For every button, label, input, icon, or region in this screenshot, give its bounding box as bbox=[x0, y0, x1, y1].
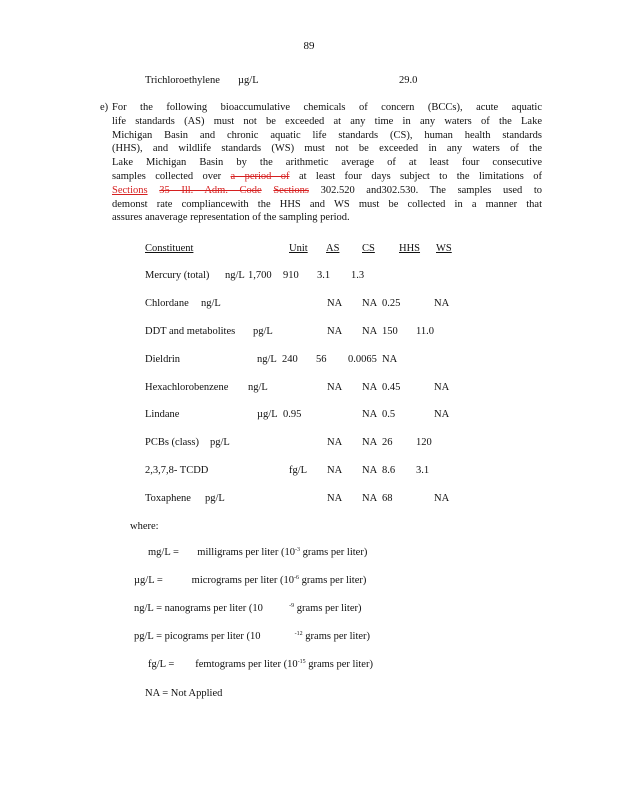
row-ws: NA bbox=[434, 409, 450, 420]
row-hhs: 0.0065 bbox=[348, 354, 377, 365]
legend-ng bbox=[134, 603, 361, 614]
row-unit: ng/L bbox=[225, 270, 245, 281]
row-cs: 910 bbox=[283, 270, 299, 281]
header-cs: CS bbox=[362, 243, 375, 254]
text: samples collected over bbox=[112, 170, 222, 182]
row-hhs: 3.1 bbox=[317, 270, 331, 281]
legend-mg bbox=[148, 547, 367, 558]
deleted-text: Sections bbox=[273, 184, 309, 196]
row-as: 240 bbox=[282, 354, 298, 365]
row-name: Dieldrin bbox=[145, 354, 180, 365]
paragraph-line: For the following bioaccumulative chemicals of concern (BCCs), acute aquatic bbox=[112, 102, 542, 113]
paragraph-line: demonst rate compliancewith the HHS and WS must be collected in a manner that bbox=[112, 198, 542, 210]
legend-word: femtograms per liter (10 bbox=[195, 659, 298, 670]
text: at least four days subject to the limitations of bbox=[298, 170, 543, 182]
row-cs: NA bbox=[362, 465, 378, 476]
row-name: 2,3,7,8- TCDD bbox=[145, 465, 209, 476]
row-unit: ng/L bbox=[201, 298, 221, 309]
row-ws: 120 bbox=[416, 437, 432, 448]
row-cs: 56 bbox=[316, 354, 327, 365]
row-hhs: NA bbox=[362, 409, 378, 420]
header-constituent: Constituent bbox=[145, 243, 194, 254]
legend-fg bbox=[148, 659, 373, 670]
legend-word: micrograms per liter (10 bbox=[191, 575, 295, 586]
row-hhs: 26 bbox=[382, 437, 393, 448]
row-unit: fg/L bbox=[289, 465, 308, 476]
row-name: DDT and metabolites bbox=[145, 326, 236, 337]
legend-abbr: ng/L = nanograms per liter (10 bbox=[134, 603, 263, 614]
where-label: where: bbox=[130, 521, 159, 532]
row-ws: 1.3 bbox=[351, 270, 365, 281]
legend-ug bbox=[134, 575, 366, 586]
row-name: PCBs (class) bbox=[145, 437, 199, 448]
deleted-text: 35 Ill. Adm. Code bbox=[159, 184, 262, 196]
row-ws: NA bbox=[434, 493, 450, 504]
row-as: NA bbox=[327, 326, 343, 337]
row-as: 1,700 bbox=[248, 270, 272, 281]
row-ws: NA bbox=[434, 382, 450, 393]
header-ws: WS bbox=[436, 243, 452, 254]
row-name: Mercury (total) bbox=[145, 270, 210, 281]
legend-exp: -12 bbox=[294, 631, 303, 637]
row-as: 0.95 bbox=[283, 409, 302, 420]
legend-tail: grams per liter) bbox=[308, 659, 373, 670]
row-name: Lindane bbox=[145, 409, 180, 420]
row-name: Chlordane bbox=[145, 298, 189, 309]
row-ws: NA bbox=[382, 354, 398, 365]
row-ws: 3.1 bbox=[416, 465, 430, 476]
legend-word: milligrams per liter (10 bbox=[197, 547, 295, 558]
row-as: NA bbox=[327, 437, 343, 448]
legend-tail: grams per liter) bbox=[302, 547, 368, 558]
legend-tail: grams per liter) bbox=[301, 575, 367, 586]
row-name: Hexachlorobenzene bbox=[145, 382, 229, 393]
deleted-text: a period of bbox=[230, 170, 290, 182]
row-as: NA bbox=[327, 465, 343, 476]
header-hhs: HHS bbox=[399, 243, 421, 254]
row-cs: NA bbox=[362, 326, 378, 337]
header-as: AS bbox=[326, 243, 340, 254]
legend-abbr: µg/L = bbox=[134, 575, 163, 586]
row-hhs: 0.45 bbox=[382, 382, 401, 393]
row-cs: NA bbox=[362, 493, 378, 504]
legend-exp: -9 bbox=[289, 603, 295, 609]
paragraph-line-amended bbox=[112, 170, 542, 184]
row-ws: 11.0 bbox=[416, 326, 434, 337]
paragraph-line: Lake Michigan Basin by the arithmetic average of at least four consecutive bbox=[112, 157, 542, 169]
legend-abbr: fg/L = bbox=[148, 659, 175, 670]
row-as: NA bbox=[327, 298, 343, 309]
row-unit: pg/L bbox=[210, 437, 230, 448]
legend-exp: -3 bbox=[294, 547, 300, 553]
row-cs: NA bbox=[362, 298, 378, 309]
row-unit: µg/L bbox=[257, 409, 278, 420]
paragraph-e bbox=[100, 101, 543, 225]
inserted-text: Sections bbox=[112, 184, 148, 196]
row-name: Toxaphene bbox=[145, 493, 191, 504]
row-as: NA bbox=[327, 382, 343, 393]
na-note: NA = Not Applied bbox=[145, 688, 223, 699]
row-as: NA bbox=[327, 493, 343, 504]
legend-pg bbox=[134, 631, 370, 642]
row-unit: pg/L bbox=[205, 493, 225, 504]
paragraph-line: Michigan Basin and chronic aquatic life standards (CS), human health standards bbox=[112, 129, 542, 141]
tce-unit: µg/L bbox=[238, 75, 259, 86]
legend-exp: -15 bbox=[297, 659, 306, 665]
row-hhs: 150 bbox=[382, 326, 398, 337]
row-ws: NA bbox=[434, 298, 450, 309]
row-hhs: 68 bbox=[382, 493, 393, 504]
paragraph-label: e) bbox=[100, 102, 109, 113]
row-cs: NA bbox=[362, 382, 378, 393]
legend-tail: grams per liter) bbox=[296, 603, 362, 614]
page-number: 89 bbox=[303, 40, 315, 52]
paragraph-line: life standards (AS) must not be exceeded at any time in any waters of the Lake bbox=[112, 115, 542, 127]
row-hhs-value: 0.5 bbox=[382, 409, 396, 420]
text: 302.520 and302.530. The samples used to bbox=[320, 184, 543, 196]
row-unit: pg/L bbox=[253, 326, 273, 337]
tce-name: Trichloroethylene bbox=[145, 75, 220, 86]
row-unit: ng/L bbox=[257, 354, 277, 365]
row-cs: NA bbox=[362, 437, 378, 448]
paragraph-line-amended bbox=[112, 184, 542, 198]
row-unit: ng/L bbox=[248, 382, 268, 393]
row-hhs: 0.25 bbox=[382, 298, 401, 309]
legend-abbr: pg/L = picograms per liter (10 bbox=[134, 631, 261, 642]
legend-exp: -6 bbox=[294, 575, 300, 581]
paragraph-line: assures anaverage representation of the sampling period. bbox=[112, 212, 350, 224]
tce-value: 29.0 bbox=[399, 75, 418, 86]
row-hhs: 8.6 bbox=[382, 465, 396, 476]
legend-abbr: mg/L = bbox=[148, 547, 179, 558]
legend-tail: grams per liter) bbox=[305, 631, 371, 642]
paragraph-line: (HHS), and wildlife standards (WS) must not be exceeded in any waters of the bbox=[112, 143, 542, 155]
header-unit: Unit bbox=[289, 243, 308, 254]
